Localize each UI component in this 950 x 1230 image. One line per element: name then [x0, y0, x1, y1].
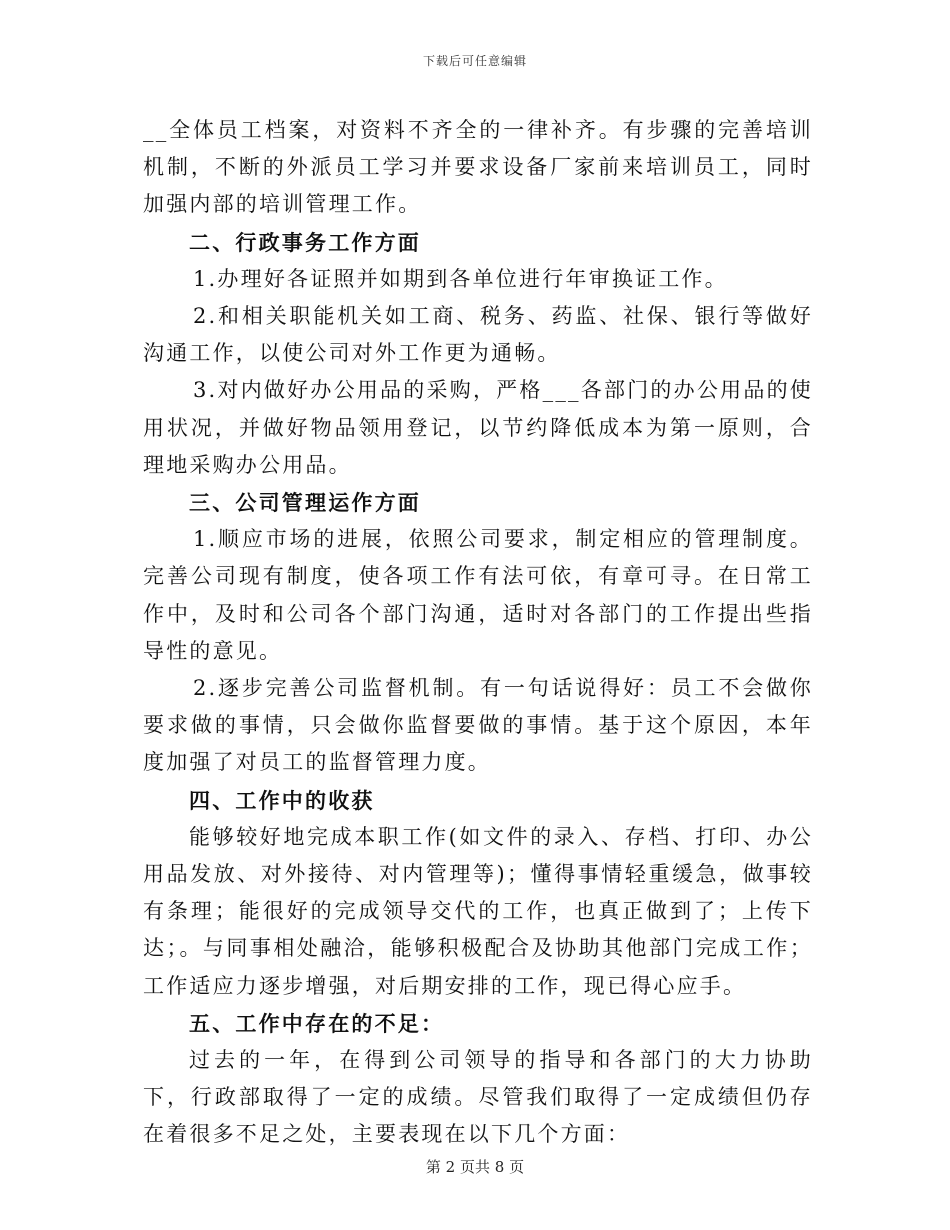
paragraph-2-3: 3.对内做好办公用品的采购，严格___各部门的办公用品的使用状况，并做好物品领用登记，以节约降低成本为第一原则，合理地采购办公用品。: [143, 378, 813, 477]
section-heading-5: 五、工作中存在的不足：: [189, 1010, 445, 1036]
paragraph-4-1: 能够较好地完成本职工作(如文件的录入、存档、打印、办公用品发放、对外接待、对内管理等)；懂得事情轻重缓急，做事较有条理；能很好的完成领导交代的工作，也真正做到了；上传下达；。与同事相处融洽，能够积极配合及协助其他部门完成工作；工作适应力逐步增强，对后期安排的工作，现已得心应手。: [143, 824, 813, 998]
paragraph-2-1: 1.办理好各证照并如期到各单位进行年审换证工作。: [193, 266, 728, 291]
section-heading-2: 二、行政事务工作方面: [189, 229, 421, 255]
page-footer: 第 2 页共 8 页: [425, 1158, 525, 1176]
page-header: 下载后可任意编辑: [422, 54, 527, 68]
paragraph-3-2: 2.逐步完善公司监督机制。有一句话说得好：员工不会做你要求做的事情，只会做你监督要做的事情。基于这个原因，本年度加强了对员工的监督管理力度。: [143, 676, 813, 775]
paragraph-5-1: 过去的一年，在得到公司领导的指导和各部门的大力协助下，行政部取得了一定的成绩。尽管我们取得了一定成绩但仍存在着很多不足之处，主要表现在以下几个方面：: [143, 1048, 813, 1147]
paragraph-intro: __全体员工档案，对资料不齐全的一律补齐。有步骤的完善培训机制，不断的外派员工学习并要求设备厂家前来培训员工，同时加强内部的培训管理工作。: [143, 118, 813, 217]
document-body: [143, 112, 813, 1154]
section-heading-4: 四、工作中的收获: [189, 787, 375, 813]
paragraph-3-1: 1.顺应市场的进展，依照公司要求，制定相应的管理制度。完善公司现有制度，使各项工作有法可依，有章可寻。在日常工作中，及时和公司各个部门沟通，适时对各部门的工作提出些指导性的意见。: [143, 527, 813, 663]
paragraph-2-2: 2.和相关职能机关如工商、税务、药监、社保、银行等做好沟通工作，以使公司对外工作更为通畅。: [143, 304, 813, 366]
section-heading-3: 三、公司管理运作方面: [189, 490, 421, 516]
